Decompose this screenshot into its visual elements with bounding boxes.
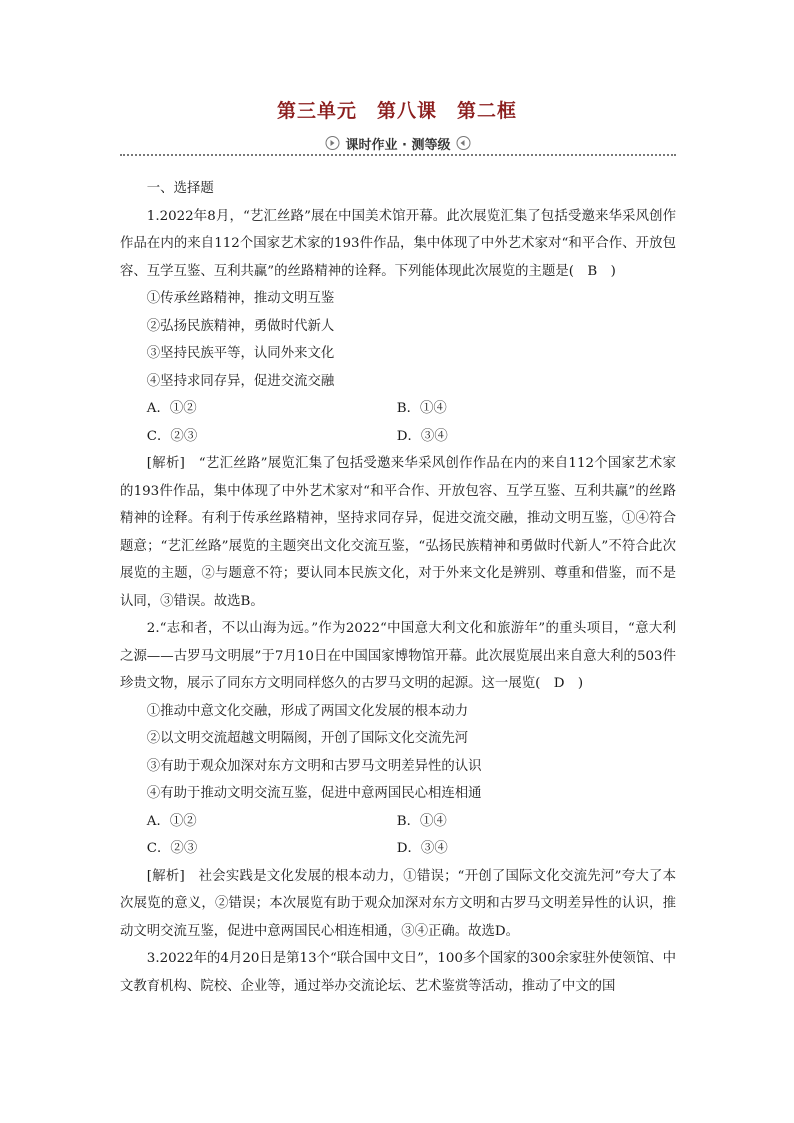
choice-a: A．①②: [146, 813, 197, 829]
analysis-paragraph: [解析] 社会实践是文化发展的根本动力，①错误；“开创了国际文化交流先河”夸大了本次展览的意义，②错误；本次展览有助于观众加深对东方文明和古罗马文明差异性的认识，推动文明交流互鉴，促进中意两国民心相连相通，③④正确。故选D。: [120, 868, 676, 939]
choice-d: D．③④: [396, 841, 448, 856]
question-stem: 2.“志和者，不以山海为远。”作为2022“中国意大利文化和旅游年”的重头项目，“意大利之源——古罗马文明展”于7月10日在中国国家博物馆开幕。此次展览展出来自意大利的503件珍贵文物，展示了同东方文明同样悠久的古罗马文明的起源。这一展览( D ): [120, 621, 676, 691]
analysis-paragraph: [解析] “艺汇丝路”展览汇集了包括受邀来华采风创作作品在内的来自112个国家艺术家的193件作品，集中体现了中外艺术家对“和平合作、开放包容、互学互鉴、互利共赢”的丝路精神的诠释。有利于传承丝路精神，坚持求同存异，促进交流交融，推动文明互鉴，①④符合题意；“艺汇丝路”展览的主题突出文化交流互鉴，“弘扬民族精神和勇做时代新人”不符合此次展览的主题，②与题意不符；要认同本民族文化，对于外来文化是辨别、尊重和借鉴，而不是认同，③错误。故选B。: [120, 456, 676, 609]
page-title: 第三单元 第八课 第二框: [276, 100, 517, 122]
question-stem: 1.2022年8月，“艺汇丝路”展在中国美术馆开幕。此次展览汇集了包括受邀来华采风创作作品在内的来自112个国家艺术家的193件作品，集中体现了中外艺术家对“和平合作、开放包容、互学互鉴、互利共赢”的丝路精神的诠释。下列能体现此次展览的主题是( B ): [120, 208, 676, 279]
choice-row: [120, 808, 676, 836]
choice-b: B．①④: [396, 813, 447, 829]
choice-row: [120, 395, 676, 423]
question-item: ①传承丝路精神，推动文明互鉴: [146, 291, 335, 306]
choice-d: D．③④: [396, 428, 448, 444]
choice-c: C．②③: [146, 841, 198, 856]
question-item: ④有助于推动文明交流互鉴，促进中意两国民心相连相通: [146, 786, 482, 801]
question-item: ②以文明交流超越文明隔阂，开创了国际文化交流先河: [146, 731, 469, 746]
choice-b: B．①④: [396, 401, 447, 416]
subtitle-bar: [120, 134, 676, 156]
question-item: ④坚持求同存异，促进交流交融: [146, 373, 335, 389]
choice-c: C．②③: [146, 428, 198, 444]
dotted-divider: [120, 154, 676, 156]
question-item: ③有助于观众加深对东方文明和古罗马文明差异性的认识: [146, 758, 482, 774]
play-left-icon: [457, 136, 471, 150]
document-body: [120, 175, 676, 1000]
subtitle-badge: [314, 134, 483, 153]
question-item: ②弘扬民族精神，勇做时代新人: [146, 318, 335, 334]
section-heading: 一、选择题: [146, 181, 214, 196]
play-right-icon: [326, 136, 340, 150]
choice-row: [120, 835, 676, 863]
question-item: ①推动中意文化交融，形成了两国文化发展的根本动力: [146, 703, 469, 719]
choice-a: A．①②: [146, 401, 197, 416]
question-item: ③坚持民族平等，认同外来文化: [146, 346, 335, 361]
subtitle-text: 课时作业 · 测等级: [345, 138, 451, 153]
choice-row: [120, 423, 676, 451]
question-stem: 3.2022年的4月20日是第13个“联合国中文日”，100多个国家的300余家驻外使领馆、中文教育机构、院校、企业等，通过举办交流论坛、艺术鉴赏等活动，推动了中文的国: [120, 951, 676, 994]
